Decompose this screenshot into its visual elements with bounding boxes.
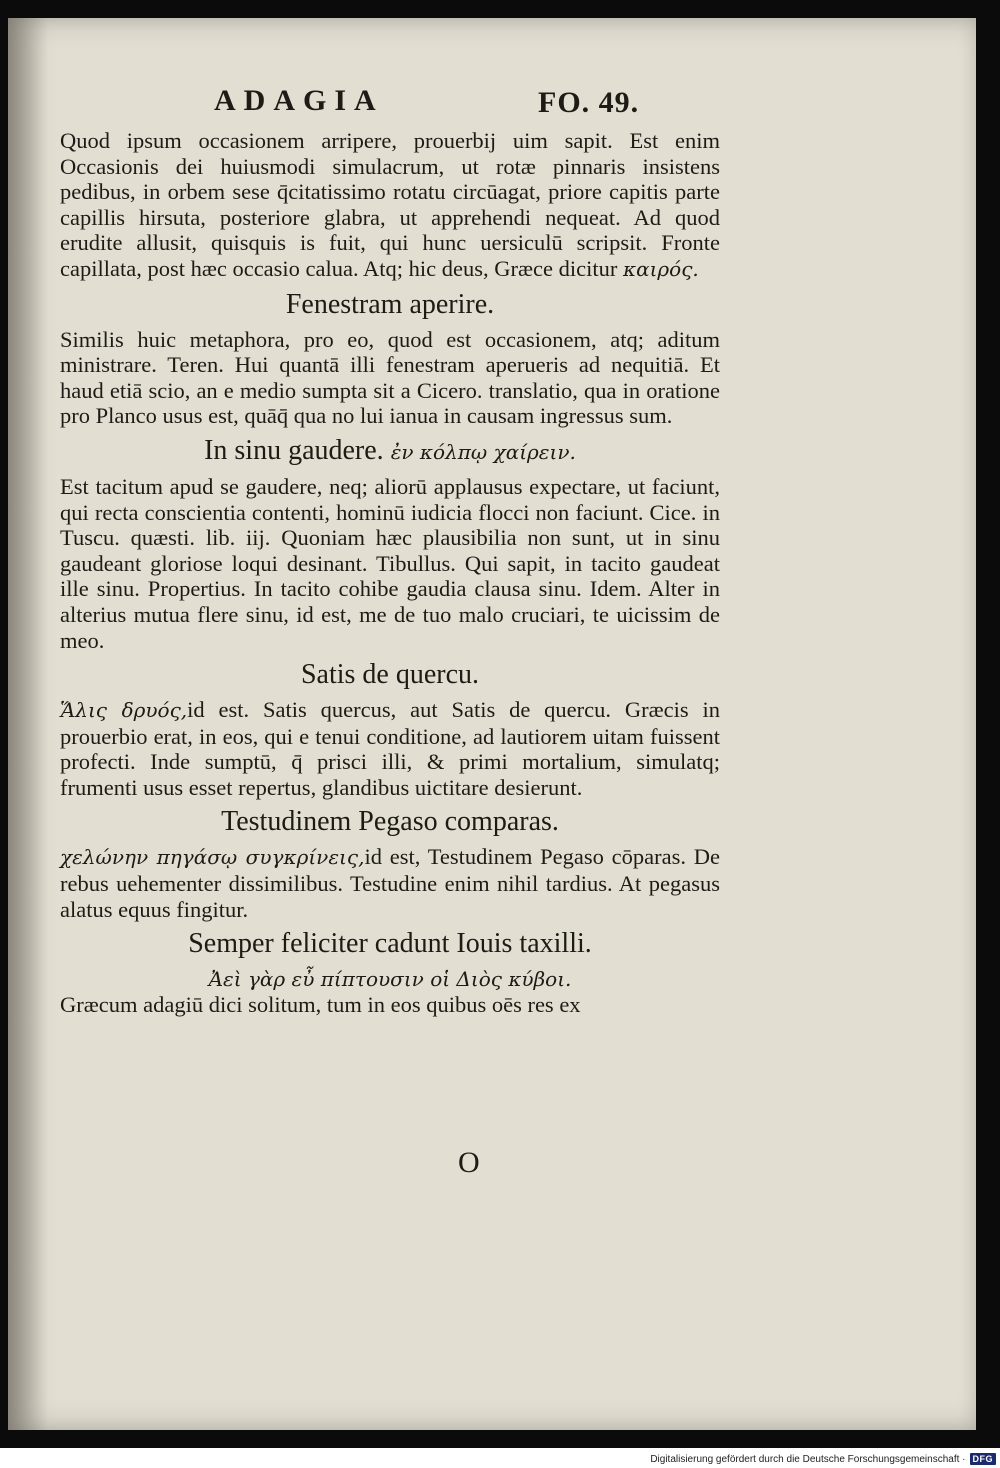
- greek-lead: Ἅλις δρυός,: [60, 698, 188, 723]
- paragraph-fenestram: Similis huic metaphora, pro eo, quod est occasionem, atq; aditum ministrare. Teren. Hui quantā illi fenestram aperueris ad nequitiā. Et haud etiā scio, an e medio sumpta sit a Cicero. translatio, qua in oratione pro Planco usus est, quāq̄ qua no lui ianua in causam ingressus sum.: [60, 326, 720, 429]
- folio-number: FO. 49.: [538, 86, 640, 119]
- adage-heading: [60, 433, 720, 470]
- paragraph-in-sinu: Est tacitum apud se gaudere, neq; aliorū applausus expectare, ut faciunt, qui recta conscientia contenti, hominū iudicia flocci non faciunt. Cice. in Tuscu. quæsti. lib. iij. Quoniam hæc plausibilia non sunt, ut in sinu gaudeant gloriose loqui desinant. Tibullus. Qui sapit, in tacito gaudeat ille sinu. Propertius. In tacito cohibe gaudia clausa sinu. Idem. Alter in alterius mutua flere sinu, id est, me de tuo malo cruciari, te uicissim de meo.: [60, 473, 720, 653]
- paragraph-testudinem: [60, 844, 720, 922]
- greek-line: Ἀεὶ γὰρ εὖ πίπτουσιν οἱ Διὸς κύβοι.: [208, 967, 572, 992]
- paragraph-text: id est. Satis quercus, aut Satis de quercu. Græcis in prouerbio erat, in eos, qui e tenui conditione, ad lautiorem uitam fuissent profecti. Inde sumptū, q̄ prisci illi, & primi mortalium, simulatq; frumenti usus esset repertus, glandibus uictitare desierunt.: [60, 697, 720, 800]
- adage-heading: Fenestram aperire.: [285, 288, 495, 320]
- gutter-shadow: [8, 18, 48, 1430]
- digitization-footer: [650, 1452, 996, 1466]
- page-text: [60, 76, 720, 1018]
- running-title: ADAGIA: [214, 84, 384, 117]
- heading-greek: ἐν κόλπῳ χαίρειν.: [390, 439, 576, 464]
- adage-heading: Semper feliciter cadunt Iouis taxilli.: [188, 928, 592, 960]
- signature-mark: O: [458, 1146, 480, 1179]
- dfg-logo: DFG: [970, 1453, 997, 1465]
- paragraph-satis: [60, 697, 720, 800]
- paragraph-text: id est, Testudinem Pegaso cōparas. De rebus uehementer dissimilibus. Testudine enim nihil tardius. At pegasus alatus equus fingitur.: [60, 844, 721, 922]
- book-page: [8, 18, 976, 1430]
- paragraph-semper: Græcum adagiū dici solitum, tum in eos quibus oēs res ex: [60, 992, 581, 1018]
- paragraph-text: Quod ipsum occasionem arripere, prouerbij uim sapit. Est enim Occasionis dei huiusmodi simulacrum, ut rotæ pinnaris insistens pedibus, in orbem sese q̄citatissimo rotatu circūagat, priore capitis parte capillis hirsuta, posteriore glabra, ut apprehendi nequeat. Ad quod erudite allusit, quisquis is fuit, qui hunc uersiculū scripsit. Fronte capillata, post hæc occasio calua. Atq; hic deus, Græce dicitur: [60, 128, 720, 281]
- page-header: [60, 76, 720, 128]
- heading-latin: In sinu gaudere.: [204, 434, 384, 466]
- greek-word: καιρός.: [622, 256, 699, 281]
- paragraph-occasio: [60, 128, 720, 283]
- greek-lead: χελώνην πηγάσῳ συγκρίνεις,: [60, 845, 365, 870]
- adage-heading: Satis de quercu.: [300, 659, 480, 691]
- adage-heading: Testudinem Pegaso comparas.: [221, 806, 559, 838]
- footer-credit: Digitalisierung gefördert durch die Deutsche Forschungsgemeinschaft ·: [650, 1453, 966, 1465]
